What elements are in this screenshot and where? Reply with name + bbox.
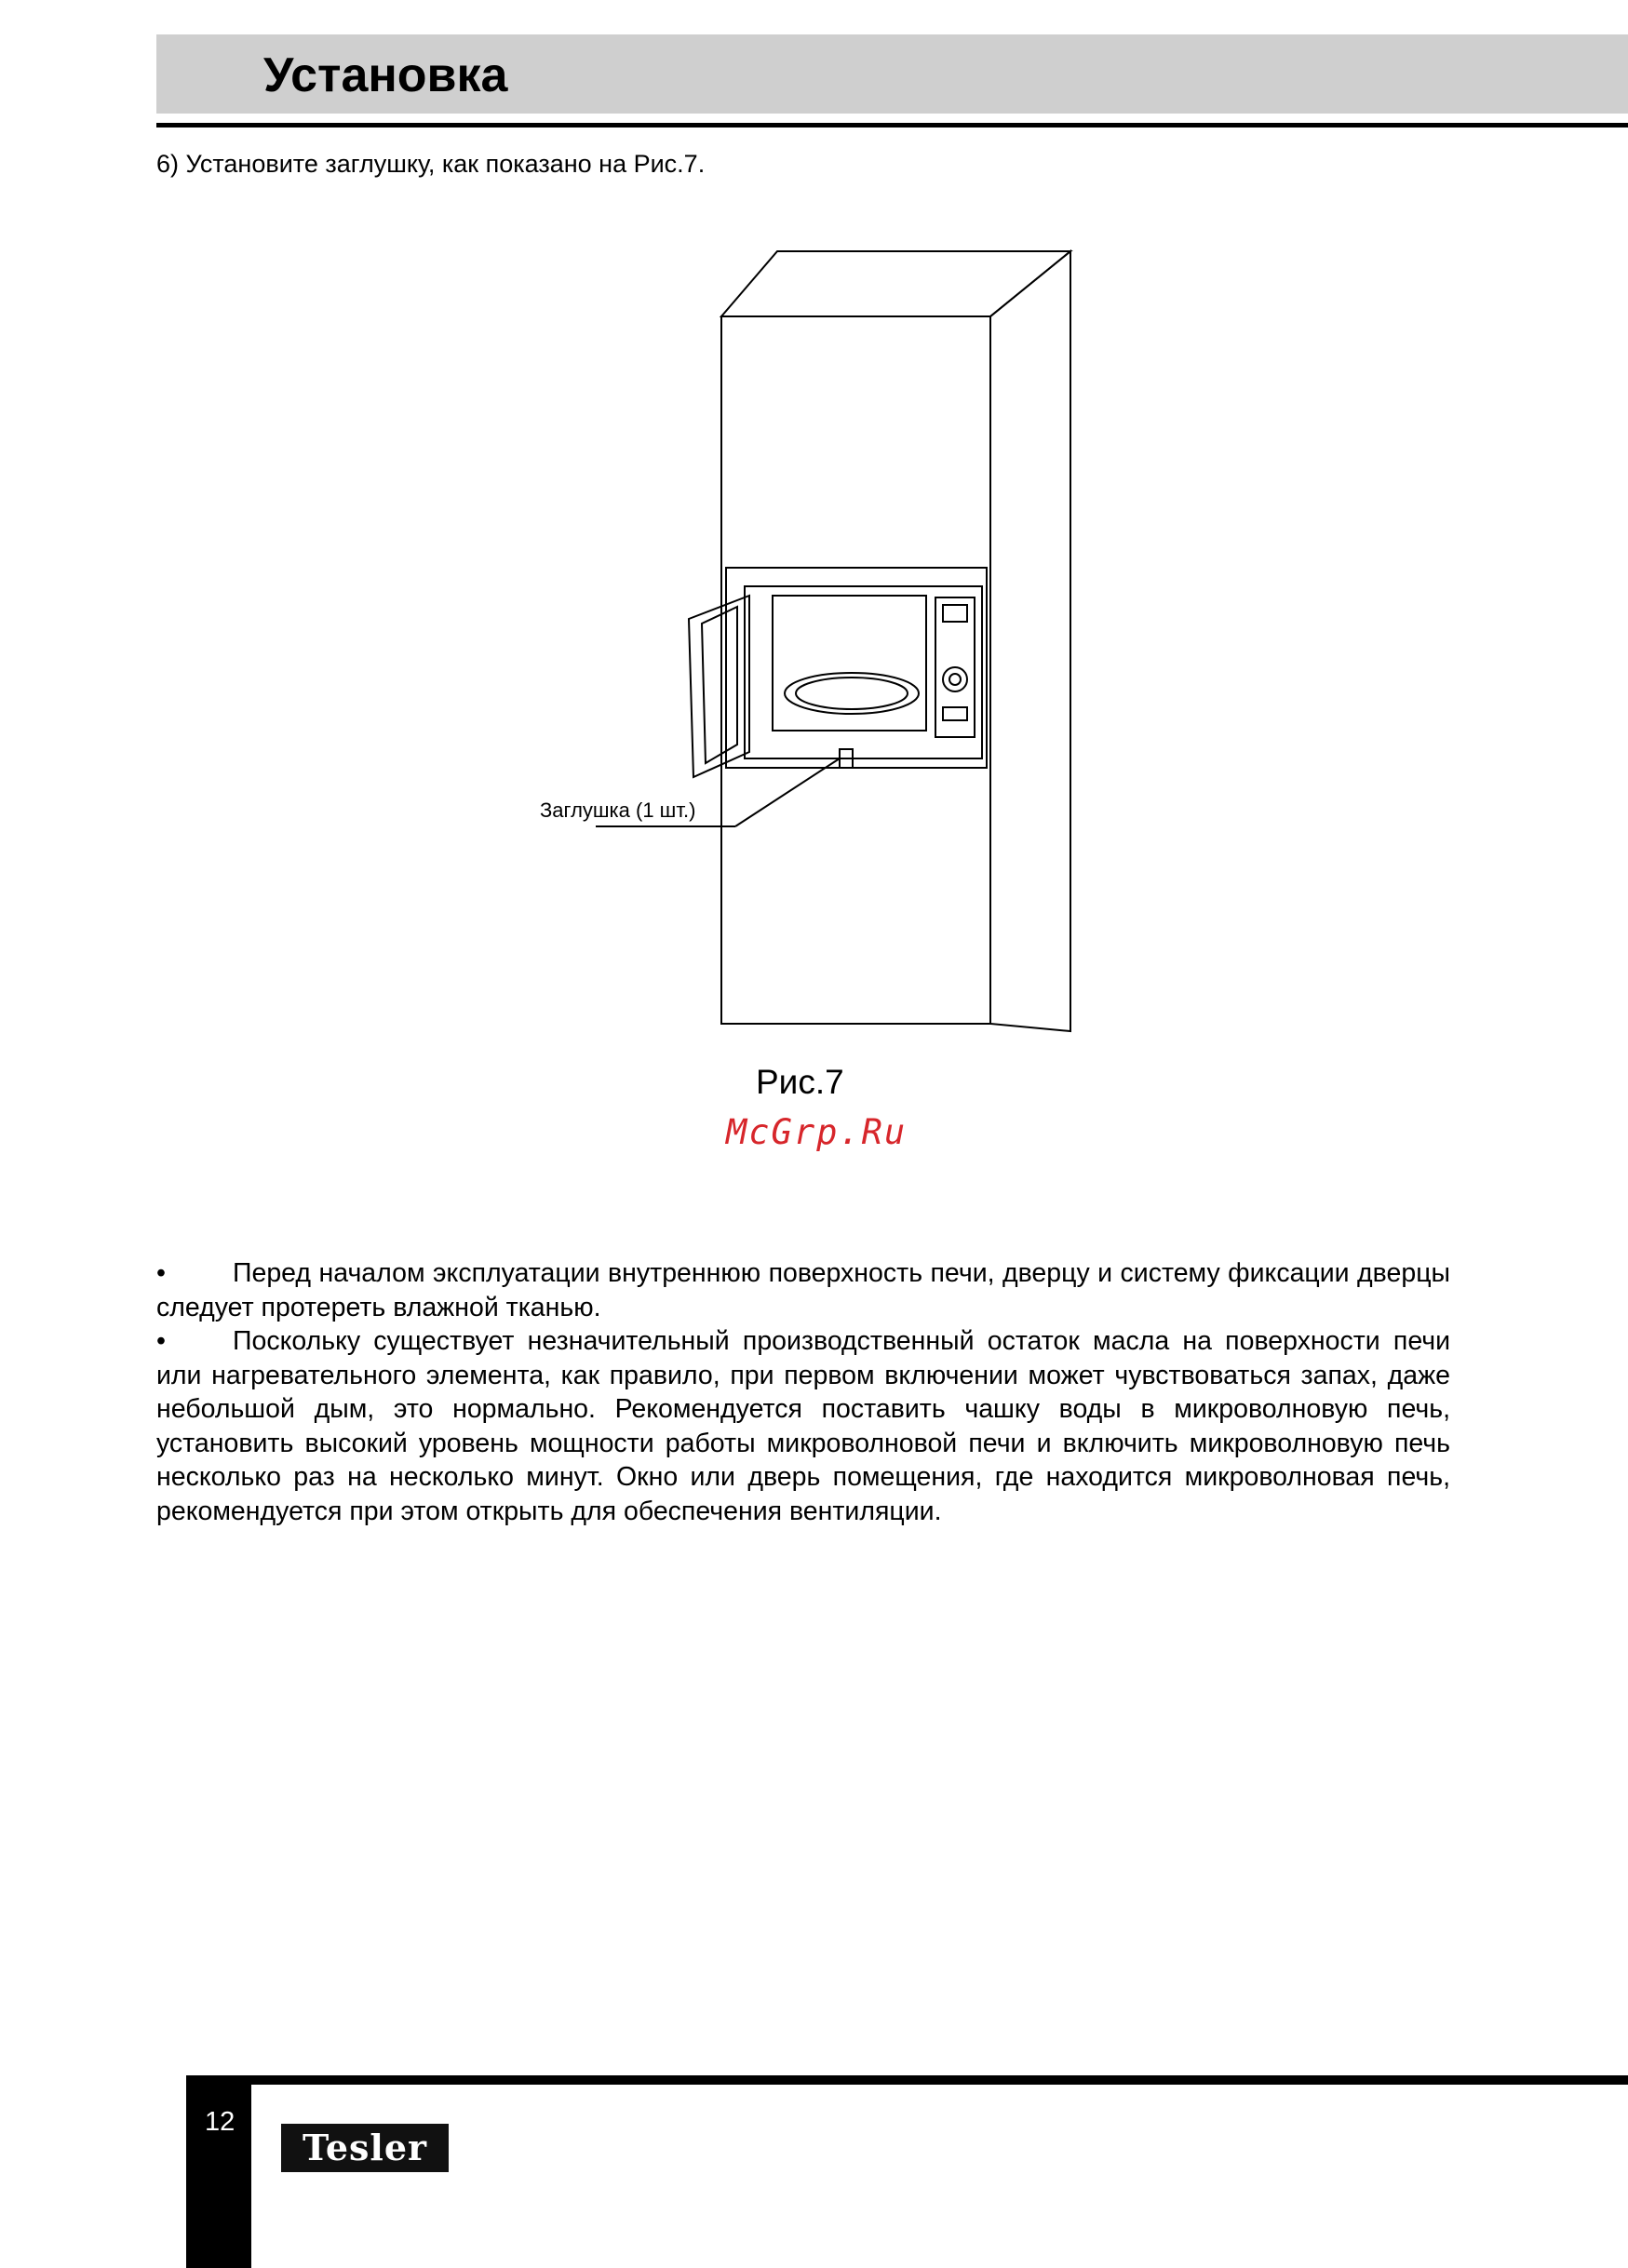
watermark: McGrp.Ru xyxy=(726,1112,908,1152)
turntable xyxy=(785,673,919,714)
bullet: • xyxy=(156,1258,166,1288)
paragraph-2-text: Поскольку существует незначительный производственный остаток масла на поверхности печи или нагревательного элемента, как правило, при первом включении может чувствоваться запах, даже небольшой дым, это нормально. Рекомендуется поставить чашку воды в микроволновую печь, установить высокий уровень мощности работы микроволновой печи и включить микроволновую печь несколько раз на несколько минут. Окно или дверь помещения, где находится микроволновая печь, рекомендуется при этом открыть для обеспечения вентиляции. xyxy=(156,1326,1450,1526)
plug-callout-label: Заглушка (1 шт.) xyxy=(540,798,696,822)
logo-text: Tesler xyxy=(302,2127,428,2168)
footer-rule xyxy=(186,2075,1628,2085)
paragraph-1 xyxy=(156,1256,1450,1324)
bullet: • xyxy=(156,1326,166,1356)
header-rule xyxy=(156,123,1628,127)
step-instruction: 6) Установите заглушку, как показано на Рис.7. xyxy=(156,150,706,178)
open-door xyxy=(689,596,749,777)
paragraph-1-text: Перед началом эксплуатации внутреннюю поверхность печи, дверцу и систему фиксации дверцы следует протереть влажной тканью. xyxy=(156,1258,1450,1322)
figure-caption: Рис.7 xyxy=(756,1063,844,1101)
body-text xyxy=(156,1256,1450,1528)
cabinet-microwave-drawing xyxy=(521,242,1080,1061)
installation-figure xyxy=(521,242,1080,1061)
cabinet-top xyxy=(721,251,1070,316)
paragraph-2 xyxy=(156,1324,1450,1528)
oven-cavity xyxy=(773,596,926,731)
page-title: Установка xyxy=(263,48,508,102)
cabinet-side xyxy=(990,251,1070,1031)
tesler-logo xyxy=(281,2124,449,2172)
cabinet-front xyxy=(721,316,990,1024)
page-number: 12 xyxy=(205,2107,235,2137)
